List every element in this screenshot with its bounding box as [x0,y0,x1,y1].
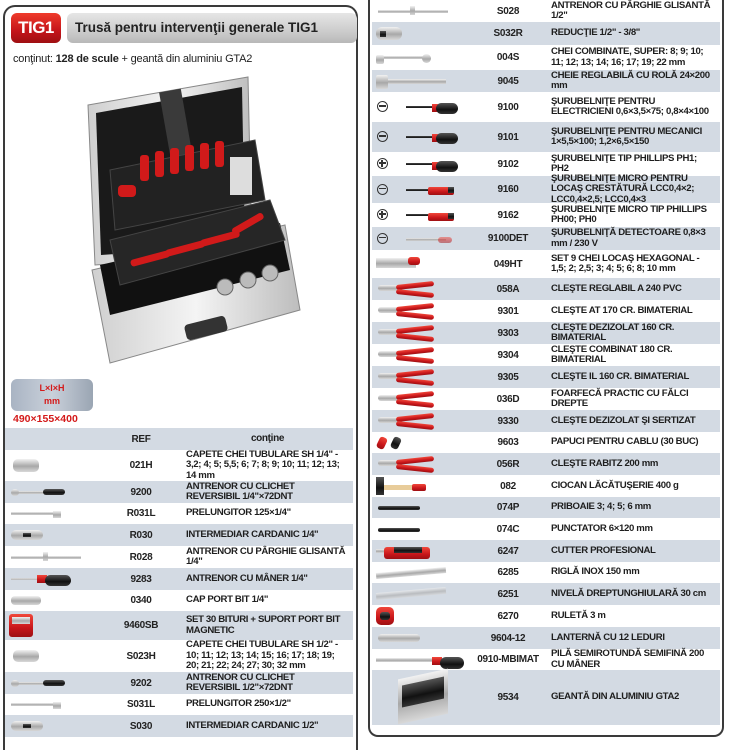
item-description: CIOCAN LĂCĂTUŞERIE 400 g [551,479,679,491]
ref-code: 9160 [497,184,519,195]
title-bar [11,13,351,43]
flashlight-icon [372,627,475,649]
ref-code: 004S [496,52,520,63]
t-bar-icon [5,546,110,568]
table-row [372,366,720,388]
table-row [372,540,720,562]
ref-code: 058A [496,283,520,295]
header-image-col [5,428,110,450]
tool-count: 128 de scule [55,53,119,65]
table-row [5,481,353,503]
subtitle-prefix: conţinut: [13,53,56,65]
ref-code: 9100DET [487,233,529,244]
item-description: PUNCTATOR 6×120 mm [551,522,653,534]
socket-icon [5,640,110,672]
table-row [372,122,720,152]
ref-code: 074P [496,502,520,513]
spirit-level-icon [372,583,475,605]
slotted-screwdriver-icon [372,92,475,122]
item-description: CLEŞTE DEZIZOLAT 160 CR. BIMATERIAL [551,321,675,343]
ref-code: R031L [126,508,156,519]
ref-code: 9304 [497,349,519,361]
ratchet-icon [5,672,110,694]
ref-code: 0340 [130,595,152,606]
item-description: CHEIE REGLABILĂ CU ROLĂ 24×200 mm [551,69,710,91]
item-description: REDUCŢIE 1/2" - 3/8" [551,27,640,39]
slotted-tip-icon [377,233,388,244]
ref-code: 9101 [497,131,519,143]
phillips-screwdriver-icon [372,152,475,176]
screwdriver-handle-icon [5,568,110,590]
item-description: RULETĂ 3 m [551,609,606,621]
ref-code: 9301 [497,305,519,317]
table-row [372,278,720,300]
ref-code: 9045 [497,75,519,87]
item-description: CAPETE CHEI TUBULARE SH 1/2" - 10; 11; 12; 13; 14; 15; 16; 17; 18; 19; 20; 21; 22; 24; 27; 30; 32 mm [186,639,338,672]
item-description: CAPETE CHEI TUBULARE SH 1/4" - 3,2; 4; 5; 5,5; 6; 7; 8; 9; 10; 11; 12; 13; 14 mm [186,448,340,481]
extension-bar-icon [5,694,110,715]
table-row [372,670,720,725]
item-description: INTERMEDIAR CARDANIC 1/2" [186,719,319,731]
header-ref: REF [131,433,151,445]
table-row [372,300,720,322]
item-description: RIGLĂ INOX 150 mm [551,566,640,578]
table-row [372,22,720,45]
item-description: CAP PORT BIT 1/4" [186,594,269,606]
ref-code: 6251 [497,588,519,600]
item-description: ŞURUBELNIŢE PENTRU ELECTRICIENI 0,6×3,5×75; 0,8×4×100 [551,95,709,117]
bit-holder-icon [5,590,110,611]
ref-code: 9305 [497,371,519,383]
table-row [5,694,353,715]
item-description: ŞURUBELNIŢE MICRO TIP PHILLIPS PH00; PH0 [551,203,707,225]
item-description: SET 30 BITURI + SUPORT PORT BIT MAGNETIC [186,614,341,636]
item-description: CLEŞTE AT 170 CR. BIMATERIAL [551,304,693,316]
table-row [372,497,720,518]
table-row [5,640,353,672]
table-row [372,410,720,432]
ref-code: 021H [129,460,153,471]
ref-code: 9202 [130,677,152,689]
adjustable-wrench-icon [372,70,475,92]
end-cutter-icon [372,453,475,475]
item-description: NIVELĂ DREPTUNGHIULARĂ 30 cm [551,587,706,599]
ref-code: 082 [500,480,516,492]
dimensions-value: 490×155×400 [13,413,78,425]
tool-case-image [70,65,320,370]
item-description: ANTRENOR CU CLICHET REVERSIBIL 1/2"×72DNT [186,671,295,693]
table-row [5,524,353,546]
ref-code: 9162 [497,209,519,221]
voltage-tester-icon [372,227,475,250]
ref-code: S028 [496,5,520,17]
slotted-tip-icon [377,131,388,142]
ref-code: 9283 [130,573,152,585]
item-description: CLEŞTE DEZIZOLAT ŞI SERTIZAT [551,414,696,426]
table-header [5,428,353,450]
ref-code: 049HT [493,258,523,270]
water-pump-pliers-icon [372,278,475,300]
item-description: PRIBOAIE 3; 4; 5; 6 mm [551,501,651,513]
phillips-tip-icon [377,158,388,169]
item-description: ŞURUBELNIŢE MICRO PENTRU LOCAŞ CRESTĂTURĂ LCC0,4×2; LCC0,4×2,5; LCC0,4×3 [551,172,695,205]
ref-code: S030 [129,720,153,732]
ref-code: 074C [496,523,520,535]
ref-code: 9330 [497,415,519,427]
pin-punch-icon [372,497,475,518]
table-row [372,344,720,366]
slotted-tip-icon [377,184,388,195]
universal-joint-icon [5,524,110,546]
ref-code: 9303 [497,327,519,339]
slotted-tip-icon [377,101,388,112]
dimensions-label [11,379,93,411]
table-row [5,715,353,737]
item-description: SET 9 CHEI LOCAŞ HEXAGONAL - 1,5; 2; 2,5; 3; 4; 5; 6; 8; 10 mm [551,252,700,274]
table-row [372,562,720,583]
table-row [372,649,720,670]
table-row [372,453,720,475]
table-row [5,672,353,694]
pliers-icon [372,300,475,322]
item-description: ANTRENOR CU MÂNER 1/4" [186,572,308,584]
hammer-icon [372,475,475,497]
ref-code: R030 [129,529,153,541]
item-description: LANTERNĂ CU 12 LEDURI [551,631,665,643]
header-contents: conţine [250,432,285,444]
ref-code: S023H [126,650,156,662]
ref-code: S032R [493,28,523,39]
ref-code: 9534 [497,692,519,703]
subtitle-suffix: + geantă din aluminiu GTA2 [118,53,253,65]
table-row [372,605,720,627]
extension-bar-icon [5,503,110,524]
hex-key-set-icon [372,250,475,278]
ref-code: 6285 [497,567,519,578]
table-row [372,172,720,205]
ref-code: 9200 [130,486,152,498]
pliers-icon [372,366,475,388]
socket-icon [5,450,110,481]
item-description: INTERMEDIAR CARDANIC 1/4" [186,528,319,540]
universal-joint-icon [5,715,110,737]
table-row [5,568,353,590]
table-row [372,583,720,605]
item-description: PILĂ SEMIROTUNDĂ SEMIFINĂ 200 CU MÂNER [551,648,704,670]
item-description: CUTTER PROFESIONAL [551,544,656,556]
table-row [372,203,720,227]
item-description: PAPUCI PENTRU CABLU (30 BUC) [551,436,699,448]
ratchet-icon [5,481,110,503]
adapter-icon [372,22,475,45]
item-description: PRELUNGITOR 125×1/4" [186,507,291,519]
phillips-tip-icon [377,209,388,220]
kit-code-badge: TIG1 [11,13,61,43]
table-row [372,627,720,649]
table-row [372,45,720,70]
cable-lug-icon [372,432,475,453]
slotted-screwdriver-icon [372,122,475,152]
table-row [372,388,720,410]
ref-code: 056R [496,458,520,470]
tape-measure-icon [372,605,475,627]
item-description: ANTRENOR CU PÂRGHIE GLISANTĂ 1/4" [186,545,346,567]
table-row [372,250,720,278]
table-row [372,92,720,122]
table-row [5,503,353,524]
table-row [372,322,720,344]
ref-code: 036D [496,393,520,405]
table-row [372,227,720,250]
item-description: PRELUNGITOR 250×1/2" [186,698,291,710]
micro-screwdriver-icon [372,203,475,227]
table-row [372,0,720,22]
center-punch-icon [372,518,475,540]
bit-set-box-icon [5,611,110,640]
ref-code: 9603 [497,437,519,448]
dimensions-label-line2: mm [43,396,60,406]
ref-code: 9604-12 [490,632,526,644]
table-row [5,590,353,611]
table-row [372,518,720,540]
item-description: ANTRENOR CU PÂRGHIE GLISANTĂ 1/2" [551,0,711,21]
item-description: CLEŞTE REGLABIL A 240 PVC [551,282,682,294]
item-description: ŞURUBELNIŢĂ DETECTOARE 0,8×3 mm / 230 V [551,227,706,249]
item-description: CLEŞTE IL 160 CR. BIMATERIAL [551,370,690,382]
ref-code: 6247 [497,545,519,557]
ref-code: 9100 [497,101,519,113]
crimping-pliers-icon [372,410,475,432]
pliers-icon [372,322,475,344]
t-bar-icon [372,0,475,22]
ref-code: S031L [127,699,155,710]
ref-code: 9460SB [123,620,159,631]
aluminium-case-icon [372,670,475,725]
item-description: CLEŞTE RABITZ 200 mm [551,457,659,469]
item-description: FOARFECĂ PRACTIC CU FĂLCI DREPTE [551,387,689,409]
ref-code: 9102 [497,158,519,170]
table-row [372,432,720,453]
item-description: GEANTĂ DIN ALUMINIU GTA2 [551,691,680,703]
table-row [5,546,353,568]
item-description: ŞURUBELNIŢE PENTRU MECANICI 1×5,5×100; 1,2×6,5×150 [551,125,702,147]
table-row [372,475,720,497]
table-row [372,70,720,92]
dimensions-label-line1: L×l×H [39,383,65,393]
table-row [5,450,353,481]
item-description: ANTRENOR CU CLICHET REVERSIBIL 1/4"×72DNT [186,480,295,502]
pliers-icon [372,344,475,366]
item-description: CLEŞTE COMBINAT 180 CR. BIMATERIAL [551,343,673,365]
item-description: ŞURUBELNIŢE TIP PHILLIPS PH1; PH2 [551,152,697,174]
ref-code: 6270 [497,610,519,622]
ruler-icon [372,562,475,583]
ref-code: 0910-MBIMAT [477,654,539,665]
item-description: CHEI COMBINATE, SUPER: 8; 9; 10; 11; 12; 13; 14; 16; 17; 19; 22 mm [551,46,704,68]
micro-screwdriver-icon [372,176,475,203]
utility-knife-icon [372,540,475,562]
scissors-icon [372,388,475,410]
page-title: Trusă pentru intervenţii generale TIG1 [67,13,357,43]
combination-wrench-icon [372,45,475,70]
table-row [5,611,353,640]
kit-contents-summary [13,53,252,65]
file-icon [372,649,475,670]
ref-code: R028 [129,551,153,563]
